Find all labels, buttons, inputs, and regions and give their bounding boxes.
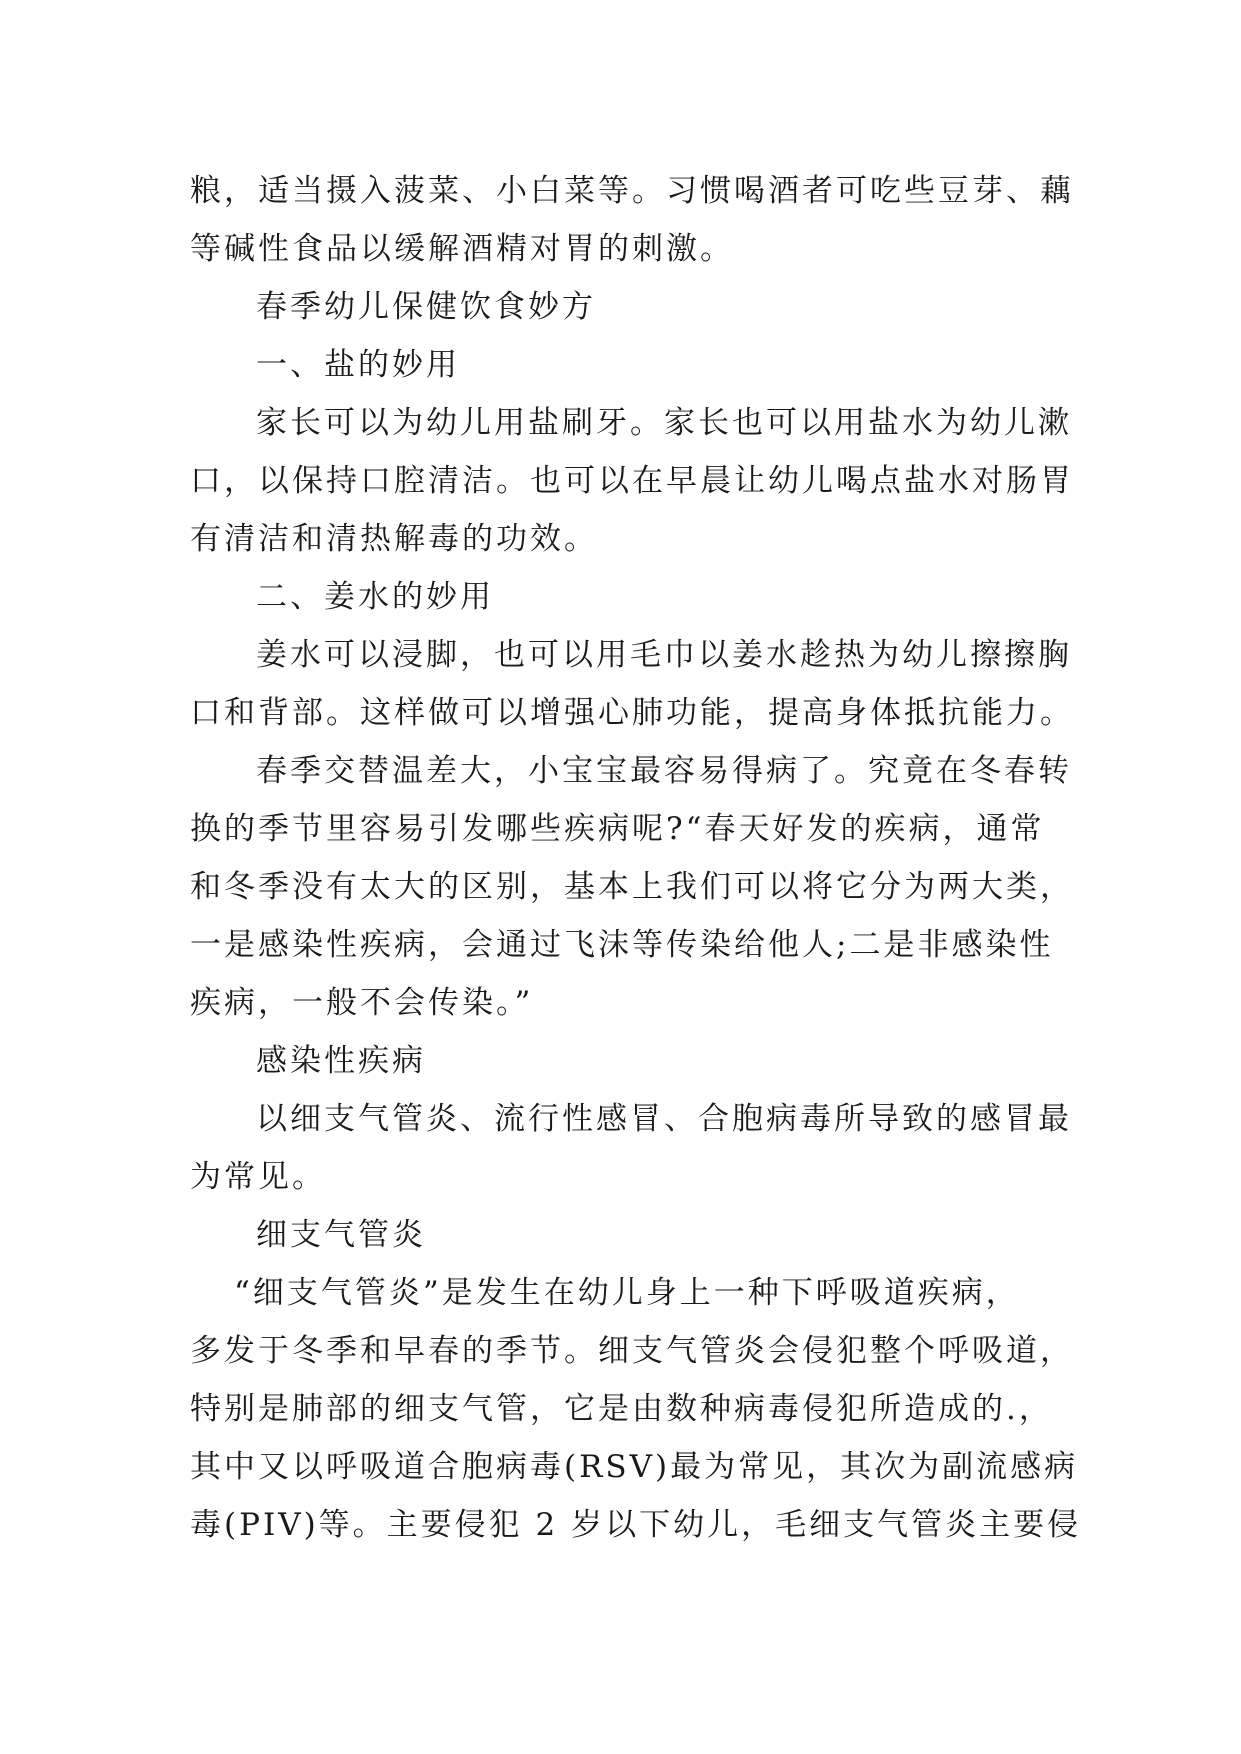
text-line: 有清洁和清热解毒的功效。 [190, 521, 598, 557]
text-line: 特别是肺部的细支气管，它是由数种病毒侵犯所造成的.， [190, 1391, 1053, 1427]
text-line: 一是感染性疾病，会通过飞沫等传染给他人;二是非感染性 [190, 927, 1054, 963]
document-body [190, 162, 1082, 1554]
text-line: 姜水可以浸脚，也可以用毛巾以姜水趁热为幼儿擦擦胸 [256, 637, 1072, 673]
text-line: 和冬季没有太大的区别，基本上我们可以将它分为两大类， [190, 869, 1074, 905]
text-line: 家长可以为幼儿用盐刷牙。家长也可以用盐水为幼儿漱 [256, 405, 1072, 441]
text-line: 口，以保持口腔清洁。也可以在早晨让幼儿喝点盐水对肠胃 [190, 463, 1074, 499]
section-heading: 二、姜水的妙用 [256, 579, 494, 615]
text-line: 多发于冬季和早春的季节。细支气管炎会侵犯整个呼吸道， [190, 1333, 1074, 1369]
text-line: “细支气管炎”是发生在幼儿身上一种下呼吸道疾病， [234, 1275, 1020, 1311]
section-heading: 细支气管炎 [256, 1217, 426, 1253]
text-line: 换的季节里容易引发哪些疾病呢?“春天好发的疾病，通常 [190, 811, 1045, 847]
text-line: 粮，适当摄入菠菜、小白菜等。习惯喝酒者可吃些豆芽、藕 [190, 173, 1074, 209]
section-heading: 一、盐的妙用 [256, 347, 460, 383]
text-line: 疾病，一般不会传染。” [190, 985, 534, 1021]
section-heading: 感染性疾病 [256, 1043, 426, 1079]
text-line: 毒(PIV)等。主要侵犯 2 岁以下幼儿，毛细支气管炎主要侵 [190, 1507, 1082, 1543]
text-line: 口和背部。这样做可以增强心肺功能，提高身体抵抗能力。 [190, 695, 1074, 731]
text-line: 为常见。 [190, 1159, 326, 1195]
text-line: 以细支气管炎、流行性感冒、合胞病毒所导致的感冒最 [256, 1101, 1072, 1137]
text-line: 春季交替温差大，小宝宝最容易得病了。究竟在冬春转 [256, 753, 1072, 789]
section-heading: 春季幼儿保健饮食妙方 [256, 289, 596, 325]
text-line: 其中又以呼吸道合胞病毒(RSV)最为常见，其次为副流感病 [190, 1449, 1079, 1485]
text-line: 等碱性食品以缓解酒精对胃的刺激。 [190, 231, 734, 267]
